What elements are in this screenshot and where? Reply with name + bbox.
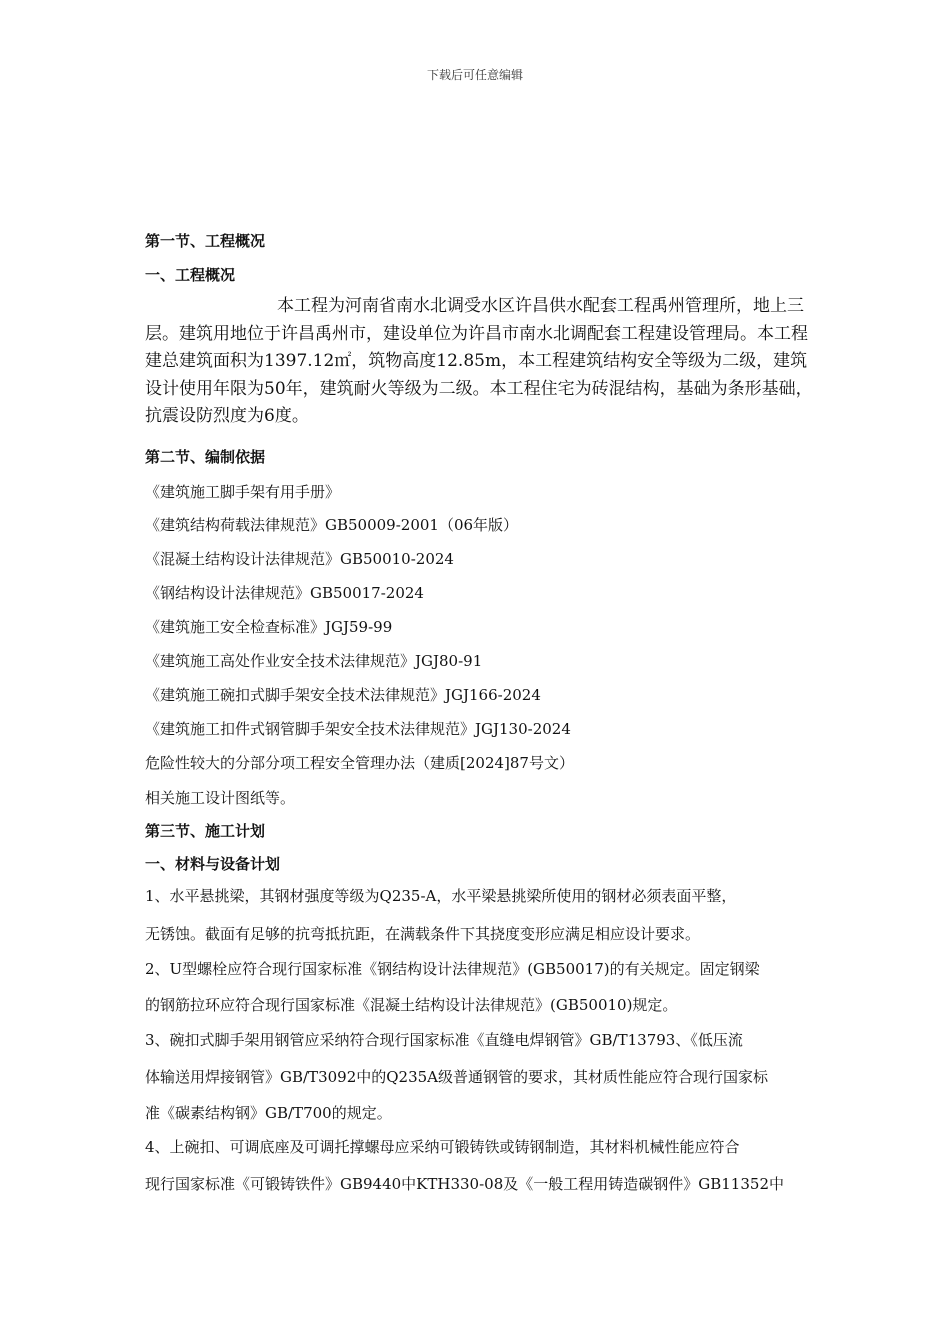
- section2-title: 第二节、编制依据: [145, 448, 266, 466]
- body-line: 3、碗扣式脚手架用钢管应采纳符合现行国家标准《直缝电焊钢管》GB/T13793、《低压流: [145, 1031, 743, 1049]
- body-line: 无锈蚀。截面有足够的抗弯抵抗距，在满载条件下其挠度变形应满足相应设计要求。: [145, 925, 701, 943]
- section1-paragraph: [145, 293, 815, 431]
- page-header: 下载后可任意编辑: [426, 68, 523, 82]
- section1-paragraph-text: 本工程为河南省南水北调受水区许昌供水配套工程禹州管理所，地上三层。建筑用地位于许昌禹州市，建设单位为许昌市南水北调配套工程建设管理局。本工程建总建筑面积为1397.12㎡，筑物高度12.85m，本工程建筑结构安全等级为二级，建筑设计使用年限为50年，建筑耐火等级为二级。本工程住宅为砖混结构，基础为条形基础，抗震设防烈度为6度。: [145, 296, 813, 426]
- reference-item: 《建筑施工碗扣式脚手架安全技术法律规范》JGJ166-2024: [145, 686, 541, 704]
- body-line: 准《碳素结构钢》GB/T700的规定。: [145, 1104, 392, 1122]
- reference-item: 《建筑施工脚手架有用手册》: [145, 483, 341, 501]
- body-line: 4、上碗扣、可调底座及可调托撑螺母应采纳可锻铸铁或铸钢制造，其材料机械性能应符合: [145, 1138, 740, 1156]
- reference-item: 《钢结构设计法律规范》GB50017-2024: [145, 584, 424, 602]
- body-line: 2、U型螺栓应符合现行国家标准《钢结构设计法律规范》(GB50017)的有关规定。固定钢梁: [145, 960, 760, 978]
- reference-item: 《混凝土结构设计法律规范》GB50010-2024: [145, 550, 454, 568]
- reference-item: 《建筑施工扣件式钢管脚手架安全技术法律规范》JGJ130-2024: [145, 720, 571, 738]
- reference-item: 相关施工设计图纸等。: [145, 789, 296, 807]
- body-line: 现行国家标准《可锻铸铁件》GB9440中KTH330-08及《一般工程用铸造碳钢件》GB11352中: [145, 1175, 784, 1193]
- section3-title: 第三节、施工计划: [145, 822, 266, 840]
- section1-subtitle: 一、工程概况: [145, 266, 236, 284]
- reference-item: 危险性较大的分部分项工程安全管理办法（建质[2024]87号文）: [145, 754, 574, 772]
- body-line: 的钢筋拉环应符合现行国家标准《混凝土结构设计法律规范》(GB50010)规定。: [145, 996, 678, 1014]
- reference-item: 《建筑施工高处作业安全技术法律规范》JGJ80-91: [145, 652, 483, 670]
- section1-title: 第一节、工程概况: [145, 232, 266, 250]
- body-line: 1、水平悬挑梁，其钢材强度等级为Q235-A，水平梁悬挑梁所使用的钢材必须表面平整，: [145, 887, 737, 905]
- reference-item: 《建筑施工安全检查标准》JGJ59-99: [145, 618, 393, 636]
- section3-subtitle: 一、材料与设备计划: [145, 855, 281, 873]
- body-line: 体输送用焊接钢管》GB/T3092中的Q235A级普通钢管的要求，其材质性能应符合现行国家标: [145, 1068, 769, 1086]
- reference-item: 《建筑结构荷载法律规范》GB50009-2001（06年版）: [145, 516, 519, 534]
